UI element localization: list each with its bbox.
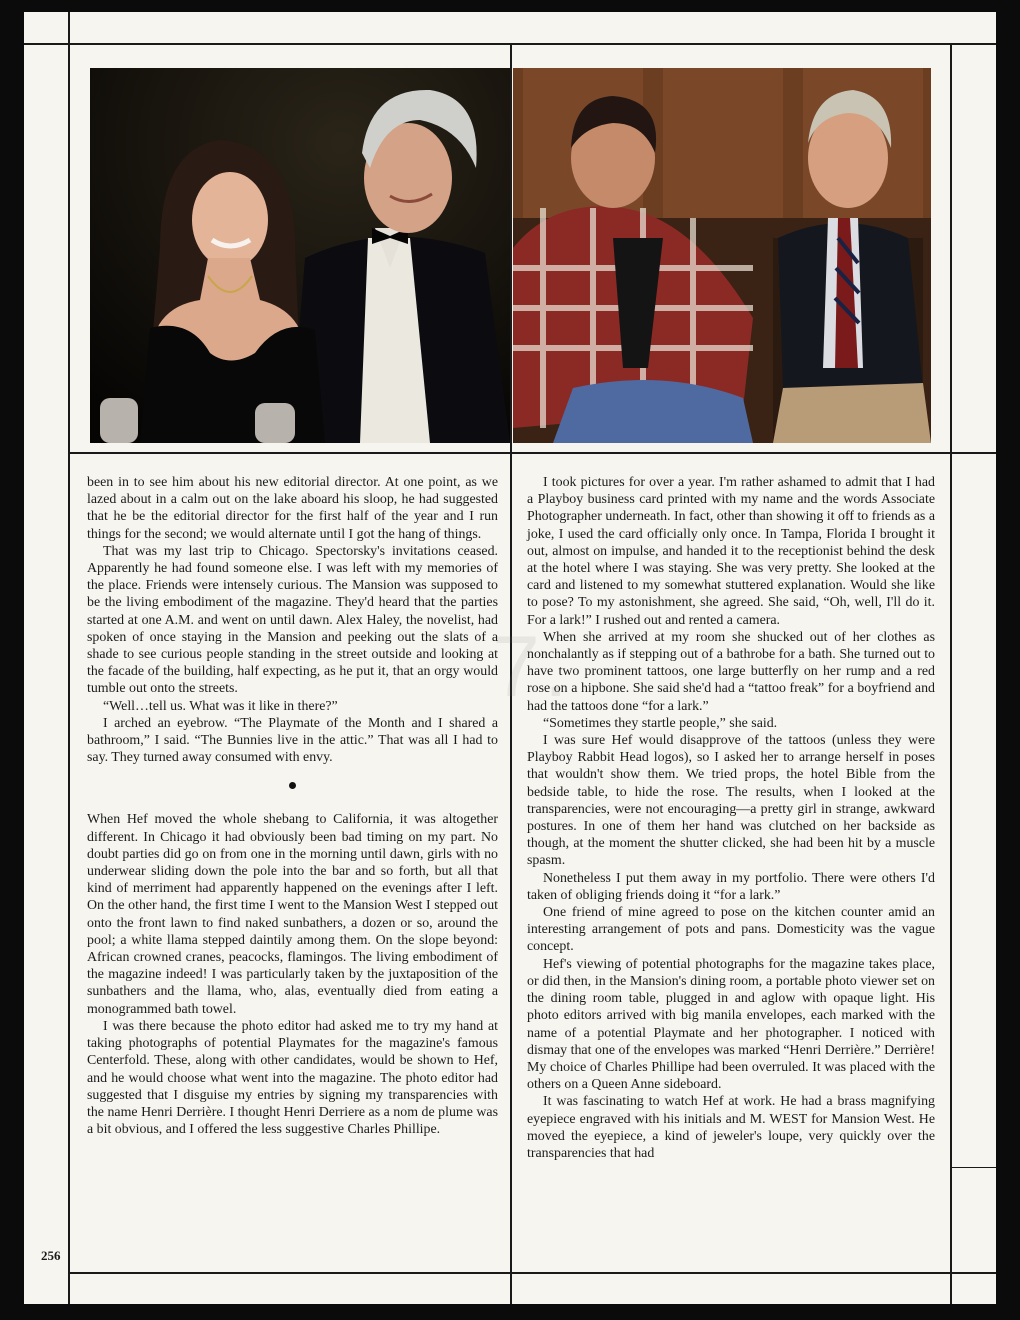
right-margin-rule [950, 1167, 996, 1168]
photo-two-men-seated [513, 68, 931, 443]
center-vertical-rule [510, 43, 512, 1304]
paragraph: It was fascinating to watch Hef at work. He had a brass magnifying eyepiece engraved with his initials and M. WEST for Mansion West. He moved the eyepiece, a kind of jeweler's loupe, very quickly over the transparencies that had [527, 1094, 935, 1161]
left-vertical-rule [68, 12, 70, 1304]
right-vertical-rule [950, 43, 952, 1304]
paragraph: When Hef moved the whole shebang to California, it was altogether different. In Chicago it had obviously been bad timing on my part. No doubt parties did go on from one in the morning until dawn, girls with no underwear sliding down the pole into the bar and so forth, but all that kind of merriment had apparently happened on the evenings after I left. On the other hand, the first time I went to the Mansion West I stepped out onto the front lawn to find naked sunbathers, a dozen or so, around the pool; a white llama stepped daintily among them. On the slope beyond: African crowned cranes, peacocks, flamingos. The living embodiment of the magazine indeed! I was particularly taken by the juxtaposition of the sunbathers and the llama, who, alas, eventually died from eating a monogrammed bath towel. [87, 812, 498, 1017]
magazine-page [24, 12, 996, 1304]
page-number: 256 [41, 1248, 61, 1263]
paragraph: When she arrived at my room she shucked out of her clothes as nonchalantly as if stepping out of a bathrobe for a bath. She turned out to have two prominent tattoos, one large butterfly on her rump and a red rose on a hipbone. She said she'd had a “tattoo freak” for a boyfriend and had the tattoos done “for a lark.” [527, 629, 935, 714]
paragraph: I was sure Hef would disapprove of the tattoos (unless they were Playboy Rabbit Head logos), so I asked her to arrange herself in poses that wouldn't show them. We tried props, the hotel Bible from the bedside table, to hide the rose. The results, when I looked at the transparencies, were not encouraging—a pretty girl in strange, awkward postures. In one of them her hand was clutched on her backside as though, at the moment the shutter clicked, she had been hit by a muscle spasm. [527, 733, 935, 869]
paragraph: “Sometimes they startle people,” she said. [543, 715, 778, 731]
paragraph: Hef's viewing of potential photographs for the magazine takes place, or did then, in the Mansion's dining room, a portable photo viewer set on the dining room table, plugged in and aglow with opaque light. His photo editors arrived with big manila envelopes, each marked with the name of a potential Playmate and her photographer. I noticed with dismay that one of the envelopes was marked “Henri Derrière.” Derrière! My choice of Charles Phillipe had been overruled. It was placed with the others on a Queen Anne sideboard. [527, 956, 935, 1093]
bottom-rule [68, 1272, 996, 1274]
scan-watermark: 7. [492, 619, 572, 715]
paragraph: Nonetheless I put them away in my portfolio. There were others I'd taken of obliging friends doing it “for a lark.” [527, 870, 935, 903]
right-text-column [527, 474, 935, 1162]
paragraph: I took pictures for over a year. I'm rather ashamed to admit that I had a Playboy business card printed with my name and the words Associate Photographer underneath. In fact, other than showing it off to friends as a joke, I used the card officially only once. In Tampa, Florida I brought it out, almost on impulse, and handed it to the receptionist behind the desk at the hotel where I was staying. She was very pretty. She looked at the card and listened to my somewhat stuttered explanation. Would she like to pose? To my astonishment, she agreed. She said, “Oh, well, I'll do it. For a lark!” I rushed out and rented a camera. [527, 475, 935, 628]
photo-couple-at-party [90, 68, 510, 443]
photo-bottom-rule [68, 452, 996, 454]
paragraph: I arched an eyebrow. “The Playmate of the Month and I shared a bathroom,” I said. “The Bunnies live in the attic.” That was all I had to say. They turned away consumed with envy. [87, 715, 498, 766]
left-text-column [87, 474, 498, 1138]
paragraph: “Well…tell us. What was it like in there?” [103, 698, 338, 714]
paragraph: I was there because the photo editor had asked me to try my hand at taking photographs of potential Playmates for the magazine's famous Centerfold. These, along with other candidates, would be shown to Hef, and he would choose what went into the magazine. The photo editor had suggested that I disguise my entries by signing my transparencies with the name Henri Derrière. I thought Henri Derriere as a nom de plume was a bit obvious, and I offered the less suggestive Charles Phillipe. [87, 1018, 498, 1138]
paragraph: been in to see him about his new editorial director. At one point, as we lazed about in a calm out on the lake aboard his sloop, he had suggested that he be the editorial director for the first half of the year and I run things for the second; we would alternate until I got the hang of things. [87, 475, 498, 542]
paragraph: That was my last trip to Chicago. Spectorsky's invitations ceased. Apparently he had found someone else. I was left with my memories of the place. Friends were intensely curious. The Mansion was supposed to be the living embodiment of the magazine. They'd heard that the parties started at one A.M. and went on until dawn. Alex Haley, the novelist, had spoken of once staying in the Mansion and peeking out the slats of a shade to see curious people standing in the street outside and looking at the facade of the building, half expecting, as he put it, that an orgy would tumble out onto the streets. [87, 543, 498, 697]
paragraph: One friend of mine agreed to pose on the kitchen counter amid an interesting arrangement of pots and pans. Domesticity was the vague concept. [527, 905, 935, 955]
section-break-bullet [289, 782, 296, 789]
